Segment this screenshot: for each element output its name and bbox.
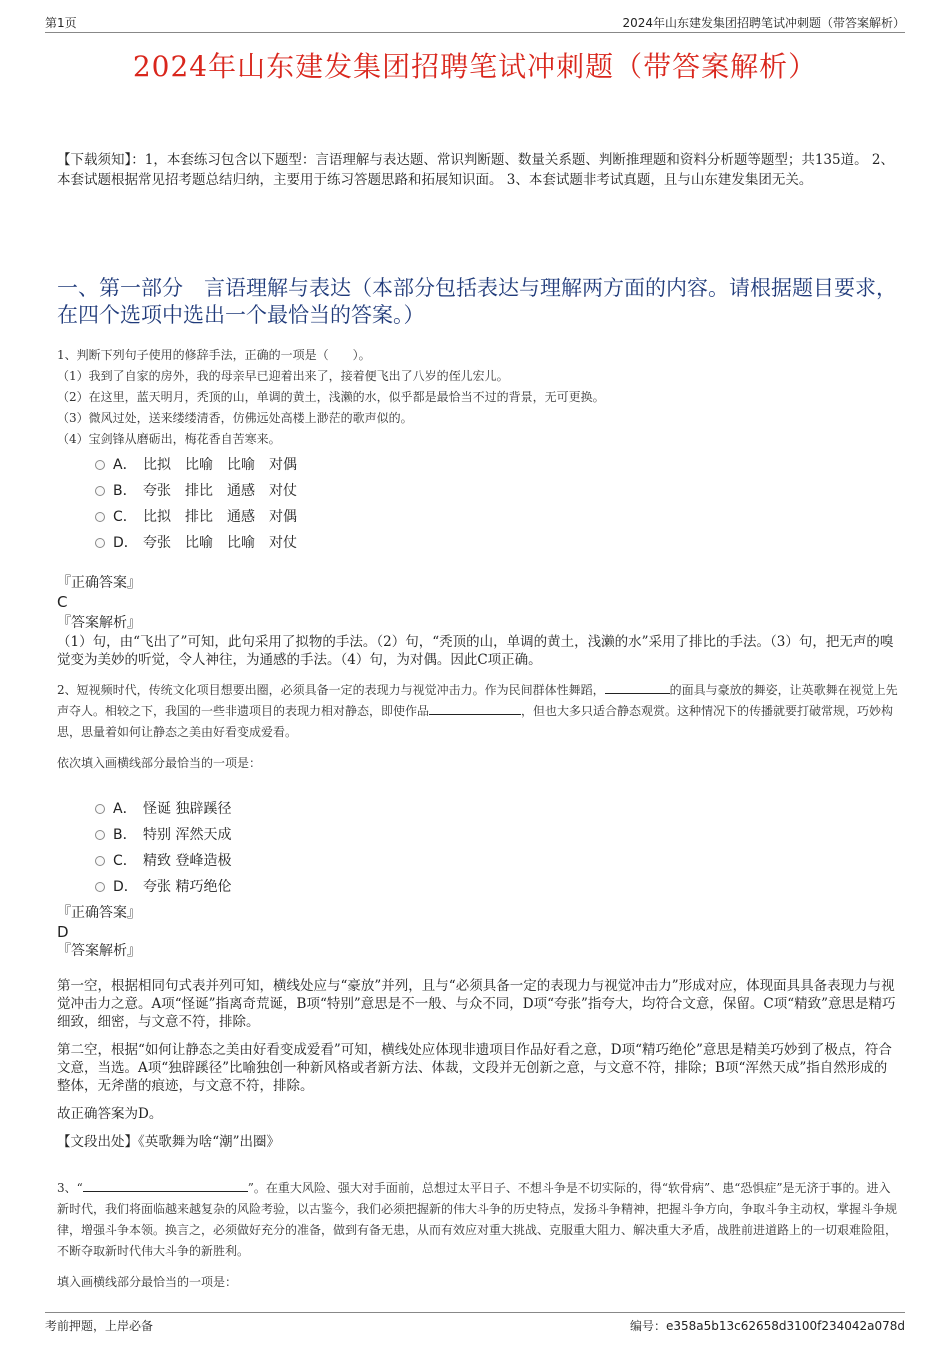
question-2 — [57, 680, 898, 1151]
question-1-line: （1）我到了自家的房外，我的母亲早已迎着出来了，接着便飞出了八岁的侄儿宏儿。 — [57, 369, 509, 383]
analysis-paragraph: 第一空，根据相同句式表并列可知，横线处应与“豪放”并列，且与“必须具备一定的表现力与视觉冲击力”形成对应，体现面具具备表现力与视觉冲击力之意。A项“怪诞”指离奇荒诞，B项“特别”意思是不一般、与众不同，D项“夸张”指夸大，均符合文意，保留。C项“精致”意思是精巧细致，细密，与文意不符，排除。 — [57, 978, 896, 1030]
option-d[interactable]: D． 夸张 精巧绝伦 — [95, 874, 898, 900]
question-3-prompt: 填入画横线部分最恰当的一项是： — [57, 1275, 238, 1289]
fill-blank — [429, 702, 521, 715]
option-b[interactable]: B． 特别 浑然天成 — [95, 822, 898, 848]
question-1-options — [95, 452, 898, 556]
page-number: 第1页 — [45, 16, 77, 30]
section-heading: 一、第一部分 言语理解与表达（本部分包括表达与理解两方面的内容。请根据题目要求，在四个选项中选出一个最恰当的答案。） — [57, 276, 897, 327]
page-header — [45, 12, 905, 33]
footer-code: 编号：e358a5b13c62658d3100f234042a078d — [630, 1319, 905, 1333]
radio-icon[interactable] — [95, 512, 105, 522]
analysis-paragraph: 第二空，根据“如何让静态之美由好看变成爱看”可知，横线处应体现非遗项目作品好看之意，D项“精巧绝伦”意思是精美巧妙到了极点，符合文意，当选。A项“独辟蹊径”比喻独创一种新风格或者新方法、体裁，文段并无创新之意，与文意不符，排除；B项“浑然天成”指自然形成的整体，无斧凿的痕迹，与文意不符，排除。 — [57, 1042, 892, 1094]
question-1-line: （2）在这里，蓝天明月，秃顶的山，单调的黄土，浅濑的水，似乎都是最恰当不过的背景，无可更换。 — [57, 390, 605, 404]
answer-label: 『正确答案』 — [57, 575, 141, 591]
radio-icon[interactable] — [95, 538, 105, 548]
answer-label: 『正确答案』 — [57, 905, 141, 921]
question-1-line: （4）宝剑锋从磨砺出，梅花香自苦寒来。 — [57, 432, 281, 446]
radio-icon[interactable] — [95, 856, 105, 866]
option-c[interactable]: C． 精致 登峰造极 — [95, 848, 898, 874]
question-1 — [57, 345, 898, 669]
question-1-stem: 1、判断下列句子使用的修辞手法，正确的一项是（ ）。 — [57, 348, 371, 362]
fill-blank — [83, 1179, 248, 1192]
analysis-label: 『答案解析』 — [57, 615, 141, 631]
question-3-stem: 3、“ ”。在重大风险、强大对手面前，总想过太平日子、不想斗争是不切实际的，得“软骨病”、患“恐惧症”是无济于事的。进入新时代，我们将面临越来越复杂的风险考验，以古鉴今，我们必须把握新的伟大斗争的历史特点，发扬斗争精神，把握斗争方向，争取斗争主动权，掌握斗争规律，增强斗争本领。换言之，必须做好充分的准备，做到有备无患，从而有效应对重大挑战、克服重大阻力、解决重大矛盾，战胜前进道路上的一切艰难险阻，不断夺取新时代伟大斗争的新胜利。 — [57, 1181, 898, 1258]
analysis-conclusion: 故正确答案为D。 — [57, 1106, 163, 1122]
answer-value: C — [57, 593, 68, 611]
radio-icon[interactable] — [95, 830, 105, 840]
option-a[interactable]: A． 比拟 比喻 比喻 对偶 — [95, 452, 898, 478]
radio-icon[interactable] — [95, 804, 105, 814]
analysis-text: （1）句，由“飞出了”可知，此句采用了拟物的手法。（2）句，“秃顶的山，单调的黄土，浅濑的水”采用了排比的手法。（3）句，把无声的嗅觉变为美妙的听觉，令人神往，为通感的手法。（4）句，为对偶。因此C项正确。 — [57, 634, 894, 668]
text-source: 【文段出处】《英歌舞为啥“潮”出圈》 — [57, 1134, 281, 1150]
option-a[interactable]: A． 怪诞 独辟蹊径 — [95, 796, 898, 822]
page-footer — [45, 1312, 905, 1335]
radio-icon[interactable] — [95, 882, 105, 892]
question-1-line: （3）微风过处，送来缕缕清香，仿佛远处高楼上渺茫的歌声似的。 — [57, 411, 413, 425]
question-2-stem: 2、短视频时代，传统文化项目想要出圈，必须具备一定的表现力与视觉冲击力。作为民间群体性舞蹈， 的面具与豪放的舞姿，让英歌舞在视觉上先声夺人。相较之下，我国的一些非遗项目的表现力相对静态，即使作品 ，但也大多只适合静态观赏。这种情况下的传播就要打破常规，巧妙构思，思量着如何让静态之美由好看变成爱看。 — [57, 683, 898, 739]
question-2-prompt: 依次填入画横线部分最恰当的一项是： — [57, 756, 262, 770]
footer-slogan: 考前押题，上岸必备 — [45, 1319, 154, 1333]
question-2-options — [95, 796, 898, 900]
radio-icon[interactable] — [95, 460, 105, 470]
header-doc-name: 2024年山东建发集团招聘笔试冲刺题（带答案解析） — [622, 16, 905, 30]
analysis-label: 『答案解析』 — [57, 943, 141, 959]
document-title: 2024年山东建发集团招聘笔试冲刺题（带答案解析） — [132, 50, 818, 83]
download-notice: 【下载须知】：1，本套练习包含以下题型：言语理解与表达题、常识判断题、数量关系题、判断推理题和资料分析题等题型；共135道。 2、本套试题根据常见招考题总结归纳，主要用于练习答题思路和拓展知识面。 3、本套试题非考试真题，且与山东建发集团无关。 — [57, 152, 894, 188]
answer-value: D — [57, 923, 69, 941]
option-c[interactable]: C． 比拟 排比 通感 对偶 — [95, 504, 898, 530]
radio-icon[interactable] — [95, 486, 105, 496]
question-3 — [57, 1178, 898, 1293]
option-d[interactable]: D． 夸张 比喻 比喻 对仗 — [95, 530, 898, 556]
fill-blank — [605, 681, 670, 694]
option-b[interactable]: B． 夸张 排比 通感 对仗 — [95, 478, 898, 504]
